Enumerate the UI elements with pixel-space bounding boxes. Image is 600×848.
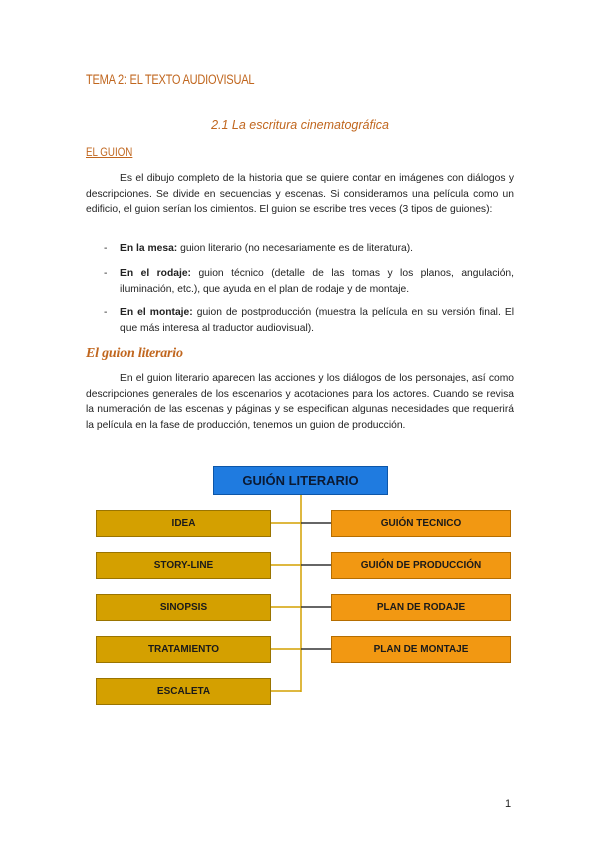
bullet-item <box>86 266 514 297</box>
bullet-description: guion literario (no necesariamente es de literatura). <box>177 243 414 254</box>
bullet-dash: - <box>104 268 108 279</box>
diagram-left-box: STORY-LINE <box>96 552 271 579</box>
bullet-item <box>86 241 514 257</box>
diagram-left-box: ESCALETA <box>96 678 271 705</box>
bullet-text <box>120 305 514 336</box>
guion-intro-text: Es el dibujo completo de la historia que se quiere contar en imágenes con diálogos y descripciones. Se divide en secuencias y escenas. Si consideramos una película como un edificio, el guion serían los cimientos. El guion se escribe tres veces (3 tipos de guiones): <box>86 173 514 216</box>
bullet-dash: - <box>104 307 108 318</box>
diagram-left-box: IDEA <box>96 510 271 537</box>
bullet-term: En el rodaje: <box>120 268 191 279</box>
guion-literario-heading: El guion literario <box>86 346 183 361</box>
chapter-title: TEMA 2: EL TEXTO AUDIOVISUAL <box>86 72 255 87</box>
bullet-term: En el montaje: <box>120 307 193 318</box>
diagram-right-box: GUIÓN DE PRODUCCIÓN <box>331 552 511 579</box>
bullet-term: En la mesa: <box>120 243 178 254</box>
diagram-left-box: TRATAMIENTO <box>96 636 271 663</box>
diagram-left-box: SINOPSIS <box>96 594 271 621</box>
diagram-right-box: GUIÓN TECNICO <box>331 510 511 537</box>
bullet-text <box>120 241 514 257</box>
bullet-dash: - <box>104 243 108 254</box>
section-subtitle-text: 2.1 La escritura cinematográfica <box>211 118 389 132</box>
diagram-root-box: GUIÓN LITERARIO <box>213 466 388 495</box>
diagram-right-box: PLAN DE RODAJE <box>331 594 511 621</box>
guion-literario-paragraph <box>86 371 514 433</box>
diagram-right-box: PLAN DE MONTAJE <box>331 636 511 663</box>
guion-intro-paragraph <box>86 171 514 218</box>
guion-literario-text: En el guion literario aparecen las acciones y los diálogos de los personajes, así como descripciones generales de los escenarios y acotaciones para los actores. Cuando se revisa la numeración de las escenas y páginas y se especifican algunas necesidades que requerirá la película en la fase de producción, tenemos un guion de producción. <box>86 373 514 431</box>
bullet-description: guion de postproducción (muestra la película en su versión final. El que más interesa al traductor audiovisual). <box>120 307 514 334</box>
bullet-text <box>120 266 514 297</box>
guion-heading: EL GUION <box>86 147 133 159</box>
page-number: 1 <box>505 798 512 810</box>
bullet-description: guion técnico (detalle de las tomas y los planos, angulación, iluminación, etc.), que ayuda en el plan de rodaje y de montaje. <box>120 268 515 295</box>
bullet-item <box>86 305 514 336</box>
section-subtitle <box>0 118 600 132</box>
